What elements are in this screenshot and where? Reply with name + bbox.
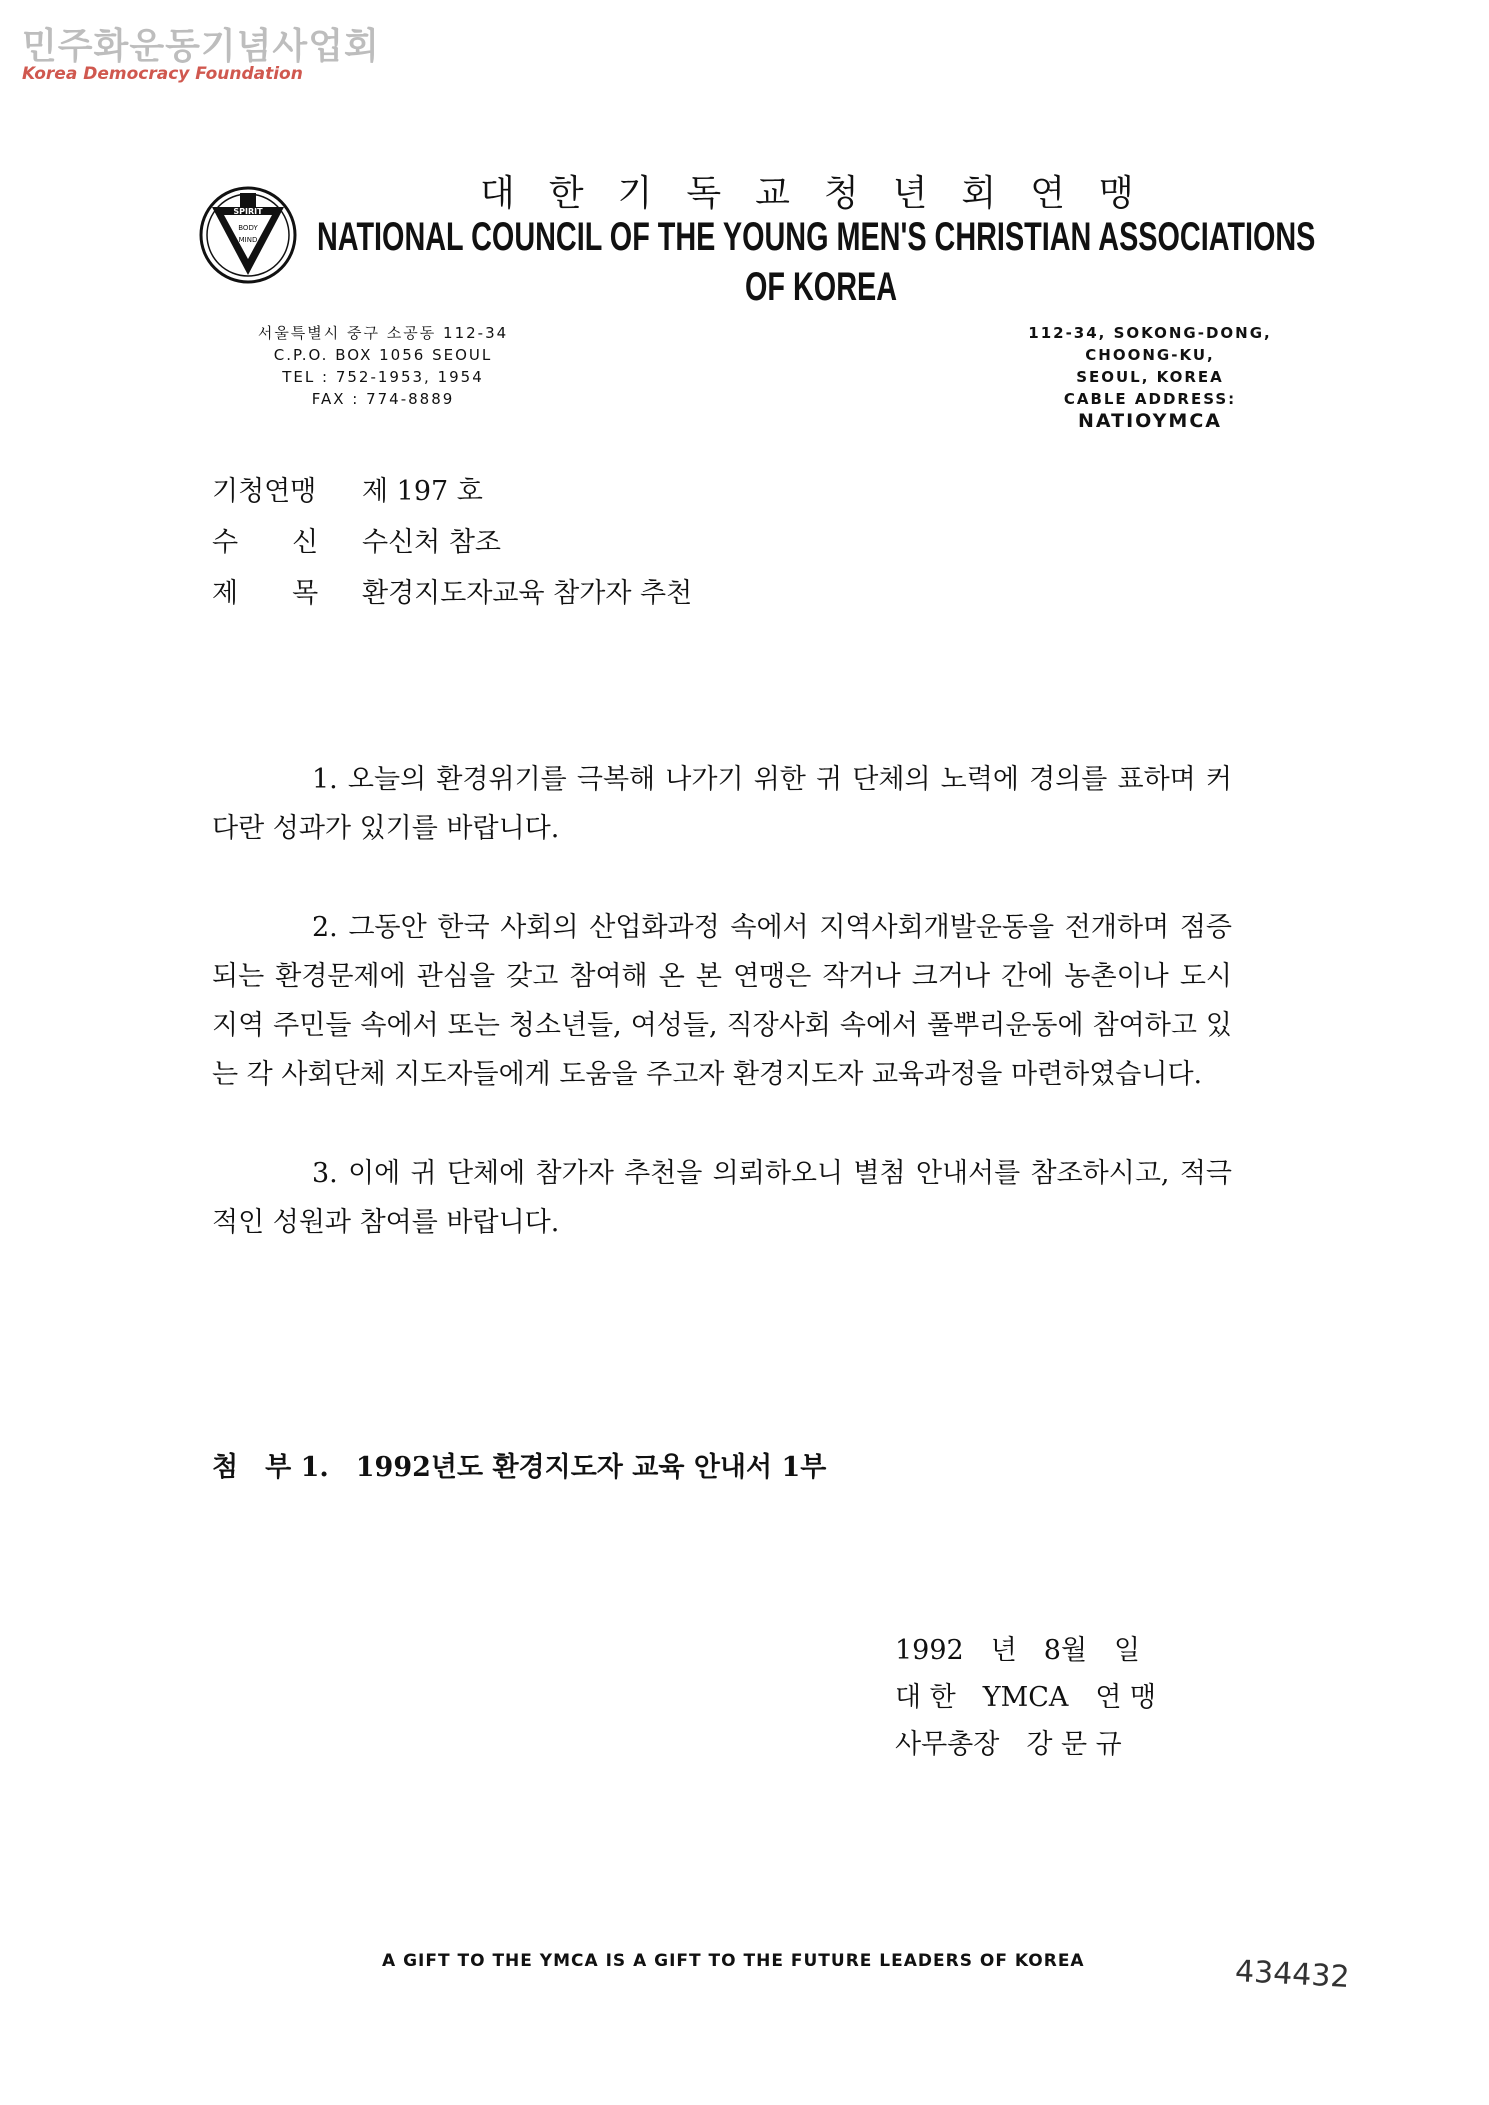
- address-korean-line: FAX : 774-8889: [311, 390, 455, 408]
- org-name-english-line2: OF KOREA: [745, 265, 898, 309]
- logo-text-body: BODY: [238, 224, 258, 232]
- watermark-english: Korea Democracy Foundation: [22, 64, 303, 84]
- cable-address: NATIOYMCA: [1078, 410, 1222, 432]
- signature-date: 1992 년 8월 일: [895, 1635, 1141, 1666]
- ymca-logo-icon: [198, 185, 298, 285]
- signature-block: [895, 1627, 1156, 1768]
- address-english-line: CABLE ADDRESS:: [1063, 390, 1237, 408]
- meta-label: 기청연맹: [212, 476, 317, 507]
- meta-row: [212, 517, 692, 568]
- meta-value: 수신처 참조: [362, 527, 501, 558]
- org-name-english-line1: NATIONAL COUNCIL OF THE YOUNG MEN'S CHRISTIAN ASSOCIATIONS: [317, 215, 1316, 259]
- logo-text-spirit: SPIRIT: [233, 207, 263, 216]
- address-korean-line: C.P.O. BOX 1056 SEOUL: [273, 346, 493, 364]
- address-english: [985, 322, 1315, 432]
- meta-value: 제 197 호: [362, 476, 483, 507]
- paragraph: 1. 오늘의 환경위기를 극복해 나가기 위한 귀 단체의 노력에 경의를 표하며 커다란 성과가 있기를 바랍니다.: [212, 764, 1232, 844]
- meta-label: 제 목: [212, 578, 319, 609]
- org-name-korean: 대한기독교청년회연맹: [480, 173, 1168, 214]
- meta-value: 환경지도자교육 참가자 추천: [362, 578, 693, 609]
- address-korean-line: TEL : 752-1953, 1954: [282, 368, 484, 386]
- address-korean: [252, 322, 514, 410]
- document-meta: [212, 466, 692, 619]
- logo-text-mind: MIND: [238, 236, 258, 244]
- footer-slogan: A GIFT TO THE YMCA IS A GIFT TO THE FUTURE LEADERS OF KOREA: [382, 1951, 1085, 1971]
- meta-row: [212, 466, 692, 517]
- meta-label: 수 신: [212, 527, 319, 558]
- watermark-korean: 민주화운동기념사업회: [22, 26, 380, 67]
- signature-org: 대 한 YMCA 연 맹: [895, 1682, 1157, 1713]
- address-korean-line: 서울특별시 중구 소공동 112-34: [257, 324, 509, 342]
- attachment-line: 첨 부 1. 1992년도 환경지도자 교육 안내서 1부: [212, 1452, 827, 1483]
- letter-body: [212, 755, 1232, 1297]
- handwritten-number: 434432: [1234, 1954, 1351, 1995]
- address-english-line: 112-34, SOKONG-DONG, CHOONG-KU,: [1028, 324, 1272, 364]
- signature-name: 사무총장 강 문 규: [895, 1729, 1122, 1760]
- paragraph: 2. 그동안 한국 사회의 산업화과정 속에서 지역사회개발운동을 전개하며 점증되는 환경문제에 관심을 갖고 참여해 온 본 연맹은 작거나 크거나 간에 농촌이나 도시 지역 주민들 속에서 또는 청소년들, 여성들, 직장사회 속에서 풀뿌리운동에 참여하고 있는 각 사회단체 지도자들에게 도움을 주고자 환경지도자 교육과정을 마련하였습니다.: [212, 912, 1232, 1090]
- meta-row: [212, 568, 692, 619]
- address-english-line: SEOUL, KOREA: [1076, 368, 1224, 386]
- paragraph: 3. 이에 귀 단체에 참가자 추천을 의뢰하오니 별첨 안내서를 참조하시고, 적극적인 성원과 참여를 바랍니다.: [212, 1158, 1232, 1238]
